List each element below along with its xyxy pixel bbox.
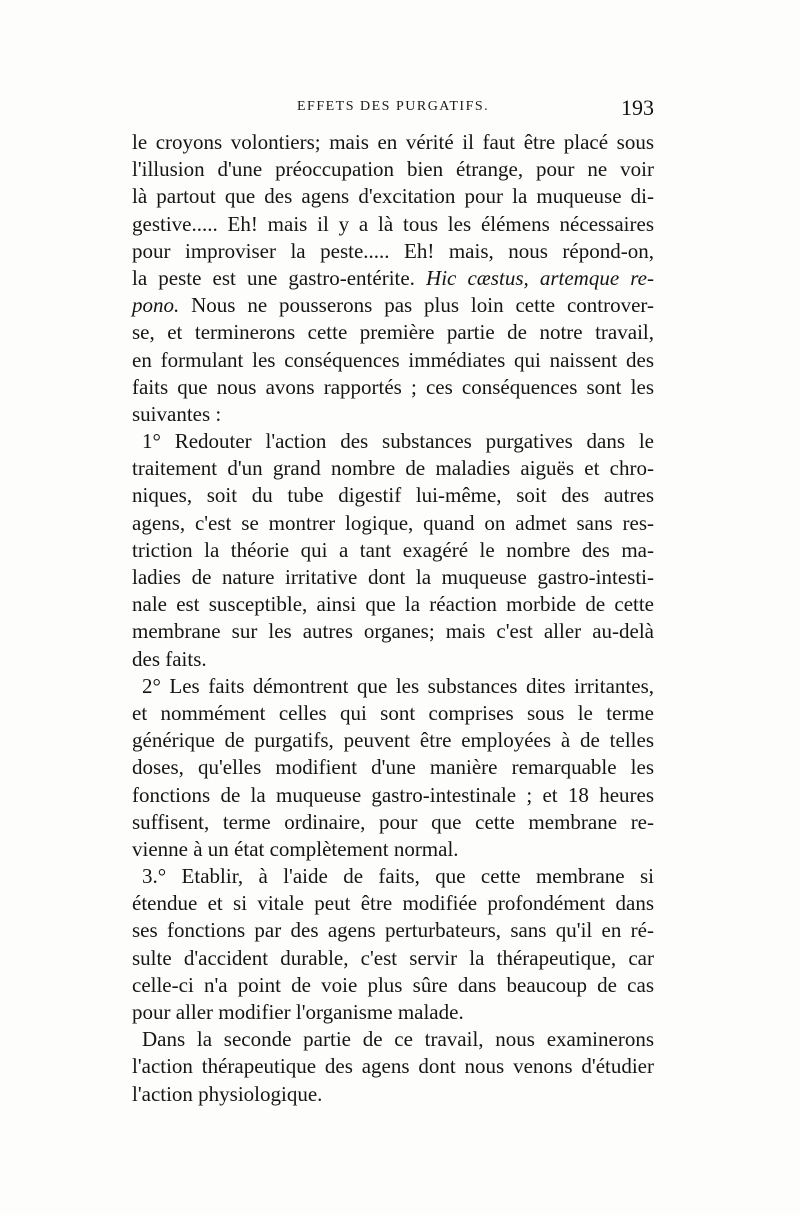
text-line bbox=[132, 265, 654, 292]
text-line bbox=[132, 1026, 654, 1053]
text-run: générique de purgatifs, peuvent être employées à de telles bbox=[132, 728, 654, 753]
text-line bbox=[132, 646, 654, 673]
text-line bbox=[132, 917, 654, 944]
text-run: Nous ne pousserons pas plus loin cette controver- bbox=[179, 293, 654, 318]
text-run: niques, soit du tube digestif lui-même, soit des autres bbox=[132, 483, 654, 508]
text-line bbox=[132, 455, 654, 482]
text-line bbox=[132, 999, 654, 1026]
text-line bbox=[132, 727, 654, 754]
text-line bbox=[132, 836, 654, 863]
body-text bbox=[132, 129, 654, 1108]
text-line bbox=[132, 618, 654, 645]
text-line bbox=[132, 1081, 654, 1108]
text-run: gestive..... Eh! mais il y a là tous les élémens nécessaires bbox=[132, 211, 654, 236]
text-run: 1° Redouter l'action des substances purgatives dans le bbox=[142, 429, 654, 454]
text-line bbox=[132, 482, 654, 509]
text-run: l'illusion d'une préoccupation bien étrange, pour ne voir bbox=[132, 157, 654, 182]
text-line bbox=[132, 972, 654, 999]
text-line bbox=[132, 782, 654, 809]
text-run: 3.° Etablir, à l'aide de faits, que cette membrane si bbox=[142, 864, 654, 889]
text-run: agens, c'est se montrer logique, quand on admet sans res- bbox=[132, 510, 654, 535]
text-line bbox=[132, 1053, 654, 1080]
text-run: ladies de nature irritative dont la muqueuse gastro-intesti- bbox=[132, 565, 654, 589]
text-run: faits que nous avons rapportés ; ces conséquences sont les bbox=[132, 374, 654, 399]
text-run: suivantes : bbox=[132, 401, 222, 426]
text-run: se, et terminerons cette première partie de notre travail, bbox=[132, 320, 654, 345]
text-line bbox=[132, 428, 654, 455]
page-number: 193 bbox=[621, 95, 654, 120]
text-run: suffisent, terme ordinaire, pour que cette membrane re- bbox=[132, 809, 654, 834]
text-run: 2° Les faits démontrent que les substances dites irritantes, bbox=[142, 673, 654, 698]
running-title: EFFETS DES PURGATIFS. bbox=[297, 99, 490, 114]
text-line bbox=[132, 156, 654, 183]
text-line bbox=[132, 591, 654, 618]
text-run: le croyons volontiers; mais en vérité il faut être placé sous bbox=[132, 130, 654, 154]
text-run: traitement d'un grand nombre de maladies aiguës et chro- bbox=[132, 456, 654, 481]
text-run: en formulant les conséquences immédiates qui naissent des bbox=[132, 347, 654, 372]
text-run: ses fonctions par des agens perturbateurs, sans qu'il en ré- bbox=[132, 918, 654, 943]
text-line bbox=[132, 347, 654, 374]
text-run: Dans la seconde partie de ce travail, nous examinerons bbox=[142, 1027, 654, 1052]
text-line bbox=[132, 863, 654, 890]
text-run: des faits. bbox=[132, 646, 207, 671]
text-line bbox=[132, 809, 654, 836]
text-line bbox=[132, 754, 654, 781]
text-line bbox=[132, 211, 654, 238]
text-run: vienne à un état complètement normal. bbox=[132, 836, 459, 861]
text-line bbox=[132, 319, 654, 346]
text-run: triction la théorie qui a tant exagéré le nombre des ma- bbox=[132, 537, 654, 562]
text-run: celle-ci n'a point de voie plus sûre dans beaucoup de cas bbox=[132, 972, 654, 997]
text-run: doses, qu'elles modifient d'une manière remarquable les bbox=[132, 755, 654, 780]
text-line bbox=[132, 401, 654, 428]
text-line bbox=[132, 945, 654, 972]
text-line bbox=[132, 564, 654, 591]
text-run: étendue et si vitale peut être modifiée profondément dans bbox=[132, 891, 654, 916]
text-line bbox=[132, 183, 654, 210]
text-run: nale est susceptible, ainsi que la réaction morbide de cette bbox=[132, 592, 654, 617]
text-run: pour aller modifier l'organisme malade. bbox=[132, 1000, 464, 1024]
text-line bbox=[132, 673, 654, 700]
text-run: l'action thérapeutique des agens dont nous venons d'étudier bbox=[132, 1054, 654, 1079]
text-line bbox=[132, 510, 654, 537]
text-line bbox=[132, 700, 654, 727]
text-line bbox=[132, 890, 654, 917]
text-line bbox=[132, 537, 654, 564]
text-line bbox=[132, 238, 654, 265]
text-run: fonctions de la muqueuse gastro-intestinale ; et 18 heures bbox=[132, 782, 654, 807]
running-head bbox=[132, 95, 654, 123]
italic-text: Hic cæstus, artemque re- bbox=[426, 265, 654, 290]
text-line bbox=[132, 292, 654, 319]
text-run: la peste est une gastro-entérite. bbox=[132, 265, 427, 290]
italic-text: pono. bbox=[132, 293, 180, 318]
text-line bbox=[132, 374, 654, 401]
text-run: et nommément celles qui sont comprises sous le terme bbox=[132, 700, 654, 725]
text-run: là partout que des agens d'excitation pour la muqueuse di- bbox=[132, 184, 654, 209]
text-line bbox=[132, 129, 654, 156]
text-run: l'action physiologique. bbox=[132, 1081, 323, 1106]
text-run: membrane sur les autres organes; mais c'est aller au-delà bbox=[132, 619, 654, 644]
text-run: sulte d'accident durable, c'est servir la thérapeutique, car bbox=[132, 945, 654, 970]
text-run: pour improviser la peste..... Eh! mais, nous répond-on, bbox=[132, 238, 654, 263]
